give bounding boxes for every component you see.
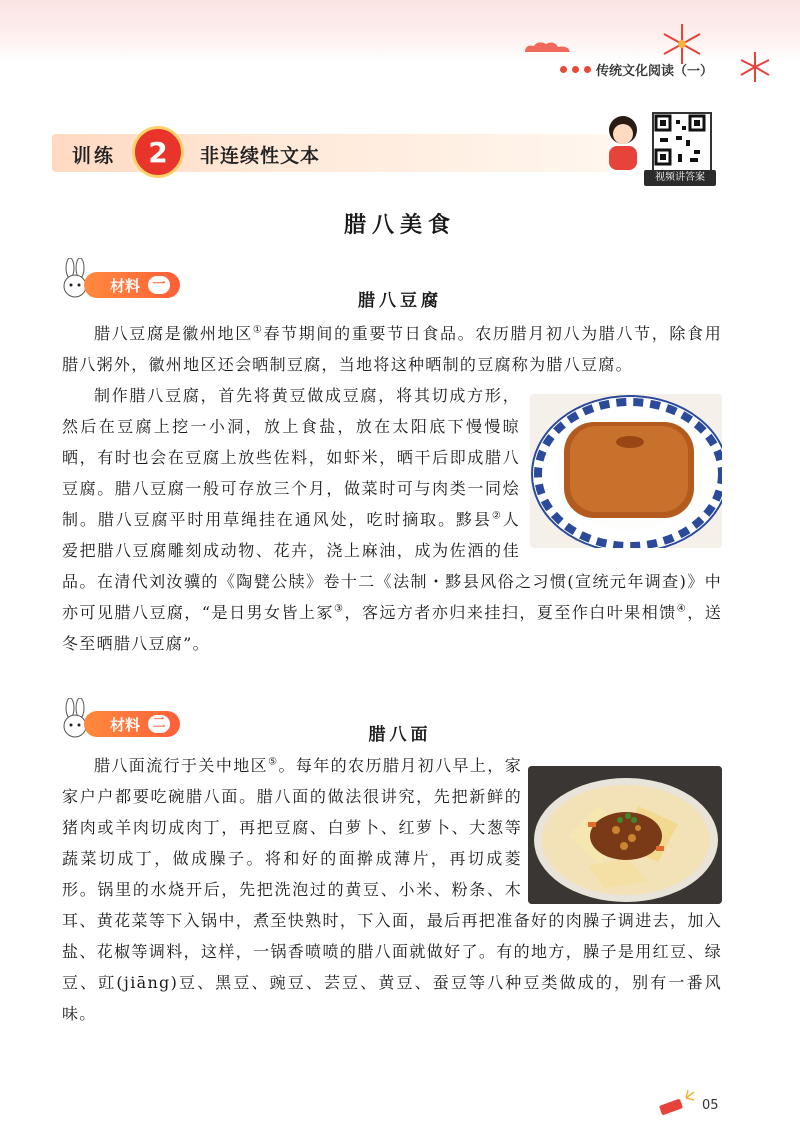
text-span: 人爱把腊八豆腐雕刻成动物、花卉，浇上麻油，成为佐酒的佳品。在清代刘汝骥的《陶甓公牍》卷十二《法制・黟县风俗之习惯(宣统元年调查)》中亦可见腊八豆腐，“是日男女皆上冢 xyxy=(62,510,722,622)
series-title: 传统文化阅读（一） xyxy=(596,64,714,79)
material-tag-number: 一 xyxy=(148,276,170,294)
firework-icon xyxy=(738,50,772,84)
text-span: 春节期间的重要节日食品。农历腊月初八为腊八节，除食用腊八粥外，徽州地区还会晒制豆腐，当地将这种晒制的豆腐称为腊八豆腐。 xyxy=(62,324,722,374)
qr-caption: 视频讲答案 xyxy=(644,170,716,186)
bullet-dot-icon xyxy=(584,66,591,73)
page-number: 05 xyxy=(702,1098,719,1113)
footnote-marker: ① xyxy=(252,324,264,336)
text-span: ，客远方者亦归来挂扫，夏至作白叶果相馈 xyxy=(344,603,677,622)
girl-mascot-icon xyxy=(600,112,646,174)
qr-code-icon[interactable] xyxy=(652,112,712,172)
footnote-marker: ② xyxy=(491,510,503,522)
cloud-decoration xyxy=(520,38,580,56)
footnote-marker: ④ xyxy=(676,603,688,615)
material-2-title-text: 腊八面 xyxy=(368,725,432,745)
material-1-title xyxy=(0,286,800,311)
material-1-paragraph-2-text xyxy=(62,380,722,659)
text-span: 制作腊八豆腐，首先将黄豆做成豆腐，将其切成方形，然后在豆腐上挖一小洞，放上食盐，放在太阳底下慢慢晾晒，有时也会在豆腐上放些佐料，如虾米，晒干后即成腊八豆腐。腊八豆腐一般可存放三个月，做菜时可与肉类一同烩制。腊八豆腐平时用草绳挂在通风处，吃时摘取。黟县 xyxy=(62,386,520,529)
footnote-marker: ⑤ xyxy=(268,756,279,768)
image-float-spacer xyxy=(522,750,722,902)
material-1-paragraph-1 xyxy=(62,318,722,380)
material-2-paragraph-1 xyxy=(62,750,722,1029)
text-span: 。每年的农历腊月初八早上，家家户户都要吃碗腊八面。腊八面的做法很讲究，先把新鲜的猪肉或羊肉切成肉丁，再把豆腐、白萝卜、红萝卜、大葱等蔬菜切成丁，做成臊子。将和好的面擀成薄片，再切成菱形。锅里的水烧开后，先把洗泡过的黄豆、小米、粉条、木耳、黄花菜等下入锅中，煮至快熟时，下入面，最后再把准备好的肉臊子调进去，加入盐、花椒等调料，这样，一锅香喷喷的腊八面就做好了。有的地方，臊子是用红豆、绿豆、豇(jiāng)豆、黑豆、豌豆、芸豆、黄豆、蚕豆等八种豆类做成的，别有一番风味。 xyxy=(62,756,722,1023)
text-span: 腊八豆腐是徽州地区 xyxy=(94,324,253,343)
text-span: 腊八面流行于关中地区 xyxy=(94,756,269,775)
firework-decoration xyxy=(738,50,772,84)
material-2-title xyxy=(0,720,800,745)
cloud-icon xyxy=(520,38,580,56)
firecracker-decoration-icon xyxy=(656,1090,696,1120)
footnote-marker: ③ xyxy=(334,603,345,615)
bullet-dot-icon xyxy=(572,66,579,73)
bullet-dot-icon xyxy=(560,66,567,73)
material-tag-label: 材料 xyxy=(110,715,141,734)
material-tag-label: 材料 xyxy=(110,276,141,295)
training-number-badge: 2 xyxy=(132,126,184,178)
material-1-title-text: 腊八豆腐 xyxy=(358,291,442,311)
article-title: 腊八美食 xyxy=(343,212,456,238)
section-title: 非连续性文本 xyxy=(200,145,321,167)
image-float-spacer xyxy=(520,380,722,566)
training-label: 训练 xyxy=(72,145,117,167)
material-tag-number: 二 xyxy=(148,715,170,733)
text-span: ，送冬至晒腊八豆腐”。 xyxy=(62,603,723,653)
